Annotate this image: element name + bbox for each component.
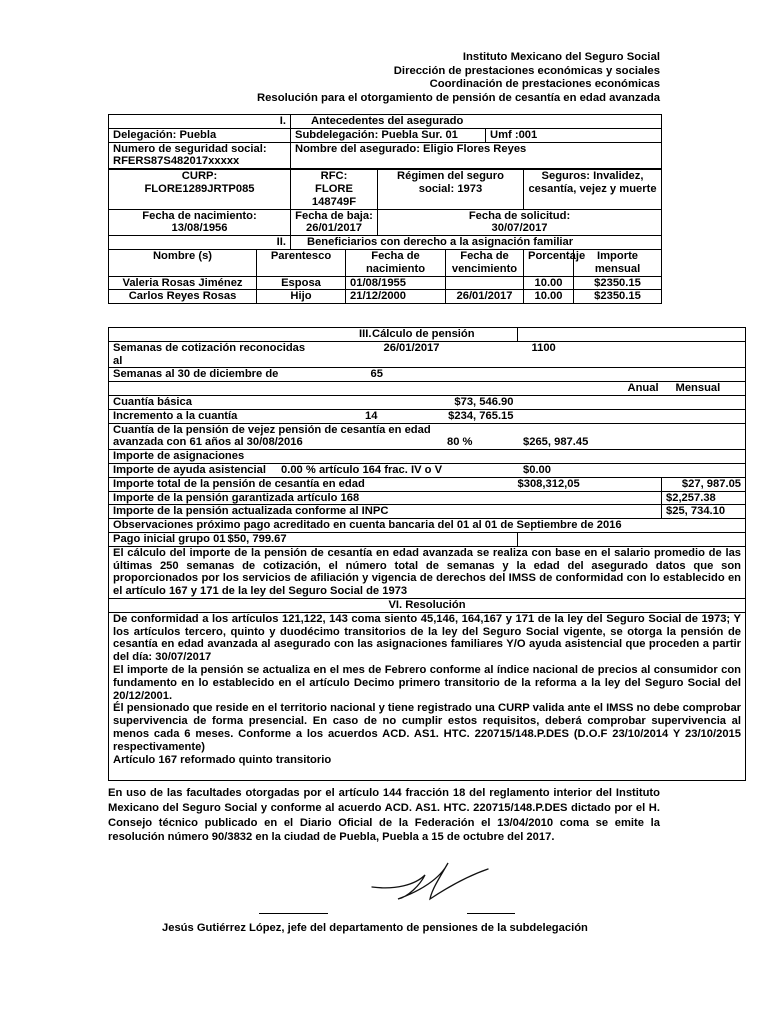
old-age-value: $265, 987.45 [523, 436, 589, 449]
basic-amount-label: Cuantía básica [109, 395, 314, 409]
document-header [257, 51, 660, 105]
total-annual: $308,312,05 [518, 477, 662, 491]
birth-date-value: 13/08/1956 [171, 222, 228, 235]
insured-name-cell: Nombre del asegurado: Eligio Flores Reyes [291, 142, 662, 169]
seguros-cell: Seguros: Invalidez, cesantía, vejez y muerte [524, 169, 662, 209]
delegacion-cell: Delegación: Puebla [109, 128, 291, 142]
beneficiary-percentage: 10.00 [524, 276, 574, 290]
guaranteed-value: $2,257.38 [662, 491, 746, 505]
curp-value: FLORE1289JRTP085 [144, 182, 255, 195]
resolution-paragraph: El importe de la pensión se actualiza en el mes de Febrero conforme al índice nacional de precios al consumidor con fundamento en lo establecido en el artículo Decimo primero transitorio de la reforma a la ley del Seguro Social del 20/12/2001. [113, 663, 742, 702]
beneficiary-amount: $2350.15 [574, 290, 662, 304]
curp-cell [109, 169, 291, 209]
observations: Observaciones próximo pago acreditado en cuenta bancaria del 01 al 01 de Septiembre de 2016 [109, 519, 746, 533]
legal-footer: En uso de las facultades otorgadas por el artículo 144 fracción 18 del reglamento interior del Instituto Mexicano del Seguro Social y conforme al acuerdo ACD. AS1. HTC. 220715/148.P.DES dictado por el H. Consejo técnico publicado en el Diario Oficial de la Federación el 13/04/2010 coma se emite la resolución número 90/3832 en la ciudad de Puebla, Puebla a 15 de octubre del 2017. [108, 787, 660, 844]
beneficiary-birth: 21/12/2000 [346, 290, 446, 304]
weeks-value: 1100 [518, 341, 746, 368]
section-3-title-cell [372, 328, 746, 342]
beneficiary-name: Valeria Rosas Jiménez [109, 276, 257, 290]
birth-date-label: Fecha de nacimiento: [142, 209, 257, 222]
umf-cell: Umf :001 [486, 128, 662, 142]
assignments-label: Importe de asignaciones [109, 450, 746, 464]
increment-value: $234, 765.15 [448, 409, 514, 422]
insured-antecedents-table [108, 114, 662, 304]
inpc-label: Importe de la pensión actualizada conforme al INPC [109, 505, 662, 519]
coordination-name: Coordinación de prestaciones económicas [429, 78, 660, 90]
total-monthly: $27, 987.05 [662, 477, 746, 491]
regimen-cell: Régimen del seguro social: 1973 [378, 169, 524, 209]
col-header-percentage: Porcentaje [524, 249, 574, 276]
direction-name: Dirección de prestaciones económicas y sociales [393, 64, 660, 77]
annual-header: Anual [518, 382, 662, 396]
col-header-name: Nombre (s) [109, 249, 257, 276]
december-weeks-value: 65 [314, 368, 518, 382]
section-2-title: Beneficiarios con derecho a la asignación familiar [291, 236, 662, 250]
col-header-expiration: Fecha de vencimiento [446, 249, 524, 276]
beneficiary-expiration [446, 276, 524, 290]
institute-name: Instituto Mexicano del Seguro Social [462, 51, 660, 63]
birth-date-cell [109, 209, 291, 236]
rfc-value: FLORE 148749F [311, 182, 357, 208]
initial-payment-value [227, 532, 518, 546]
initial-payment-label: Pago inicial grupo 01 [109, 532, 314, 546]
old-age-label-2: avanzada con 61 años al 30/08/2016 [113, 436, 303, 449]
increment-label: Incremento a la cuantía [109, 409, 314, 423]
request-date-value: 30/07/2017 [491, 222, 548, 235]
beneficiary-row [109, 276, 662, 290]
pension-calculation-table [108, 327, 746, 781]
calculation-explanation: El cálculo del importe de la pensión de cesantía en edad avanzada se realiza con base en el salario promedio de las últimas 250 semanas de cotización, el número total de semanas y la edad del asegurado datos que son proporcionados por los servicios de afiliación y vigencia de derechos del IMSS de conformidad con lo establecido en el artículo 167 y 171 de la ley del Seguro Social de 1973 [109, 546, 746, 598]
beneficiary-name: Carlos Reyes Rosas [109, 290, 257, 304]
total-label: Importe total de la pensión de cesantía en edad [109, 477, 518, 491]
leave-date-value: 26/01/2017 [306, 222, 362, 235]
rfc-cell [291, 169, 378, 209]
basic-amount-value: $73, 546.90 [314, 395, 518, 409]
guaranteed-label: Importe de la pensión garantizada artículo 168 [109, 491, 662, 505]
leave-date-label: Fecha de baja: [295, 209, 373, 222]
nss-cell [109, 142, 291, 169]
signer-name: Jesús Gutiérrez López, jefe del departamento de pensiones de la subdelegación [162, 922, 588, 934]
section-3-title: Cálculo de pensión [372, 328, 475, 340]
col-header-relationship: Parentesco [257, 249, 346, 276]
assistance-percentage: 0.00 % artículo 164 frac. IV o V [281, 463, 443, 476]
initial-payment-amount: $50, 799.67 [227, 532, 287, 545]
nss-label: Numero de seguridad social: [113, 142, 267, 155]
increment-cell [314, 409, 518, 423]
resolution-paragraph: Artículo 167 reformado quinto transitorio [113, 753, 332, 766]
section-3-num: III. [359, 328, 372, 340]
resolution-title: VI. Resolución [109, 598, 746, 612]
old-age-percentage: 80 % [447, 436, 473, 449]
resolution-paragraph: De conformidad a los artículos 121,122, 143 coma siento 45,146, 164,167 y 171 de la ley del Seguro Social de 1973; Y los artículos tercero, quinto y duodécimo transitorios de la ley del Seguro Social vigente, se otorga la pensión de cesantía en edad avanzada al asegurado con las asignaciones familiares Y/O ayuda asistencial que proceden a partir del día: 30/07/2017 [113, 612, 742, 664]
old-age-amount-cell [109, 423, 746, 450]
subdelegacion-cell: Subdelegación: Puebla Sur. 01 [291, 128, 486, 142]
beneficiary-birth: 01/08/1955 [346, 276, 446, 290]
request-date-cell [378, 209, 662, 236]
leave-date-cell [291, 209, 378, 236]
section-1-title: Antecedentes del asegurado [291, 115, 662, 129]
assistance-cell [109, 463, 746, 477]
beneficiary-percentage: 10.00 [524, 290, 574, 304]
assistance-label: Importe de ayuda asistencial [113, 463, 266, 476]
weeks-date: 26/01/2017 [314, 341, 518, 368]
col-header-monthly: Importe mensual [574, 249, 662, 276]
december-weeks-label: Semanas al 30 de diciembre de [109, 368, 314, 382]
signature-line-left [259, 913, 328, 914]
weeks-label: Semanas de cotización reconocidas al [109, 341, 314, 368]
old-age-label-1: Cuantía de la pensión de vejez pensión de cesantía en edad [113, 423, 431, 436]
inpc-value: $25, 734.10 [662, 505, 746, 519]
beneficiary-amount: $2350.15 [574, 276, 662, 290]
beneficiary-expiration: 26/01/2017 [446, 290, 524, 304]
resolution-body [109, 612, 746, 781]
beneficiary-row [109, 290, 662, 304]
section-1-number: I. [109, 115, 291, 129]
beneficiary-relationship: Esposa [257, 276, 346, 290]
assistance-value: $0.00 [523, 463, 551, 476]
resolution-paragraph: Él pensionado que reside en el territorio nacional y tiene registrado una CURP valida ante el IMSS no debe comprobar supervivencia de forma presencial. En caso de no cumplir estos requisitos, deberá comprobar supervivencia al menos cada 6 meses. Conforme a los acuerdos ACD. AS1. HTC. 220715/148.P.DES (D.O.F 23/10/2014 Y 23/10/2015 respectivamente) [113, 702, 742, 753]
monthly-header: Mensual [662, 382, 746, 396]
increment-number: 14 [365, 409, 378, 422]
rfc-label: RFC: [320, 170, 348, 183]
curp-label: CURP: [181, 170, 218, 183]
request-date-label: Fecha de solicitud: [468, 209, 571, 222]
beneficiary-relationship: Hijo [257, 290, 346, 304]
nss-value: RFERS87S482017xxxxx [113, 155, 240, 168]
signature-line-right [467, 913, 515, 914]
col-header-birth: Fecha de nacimiento [346, 249, 446, 276]
section-2-number: II. [109, 236, 291, 250]
document-title: Resolución para el otorgamiento de pensión de cesantía en edad avanzada [256, 91, 660, 104]
signature [370, 855, 490, 905]
